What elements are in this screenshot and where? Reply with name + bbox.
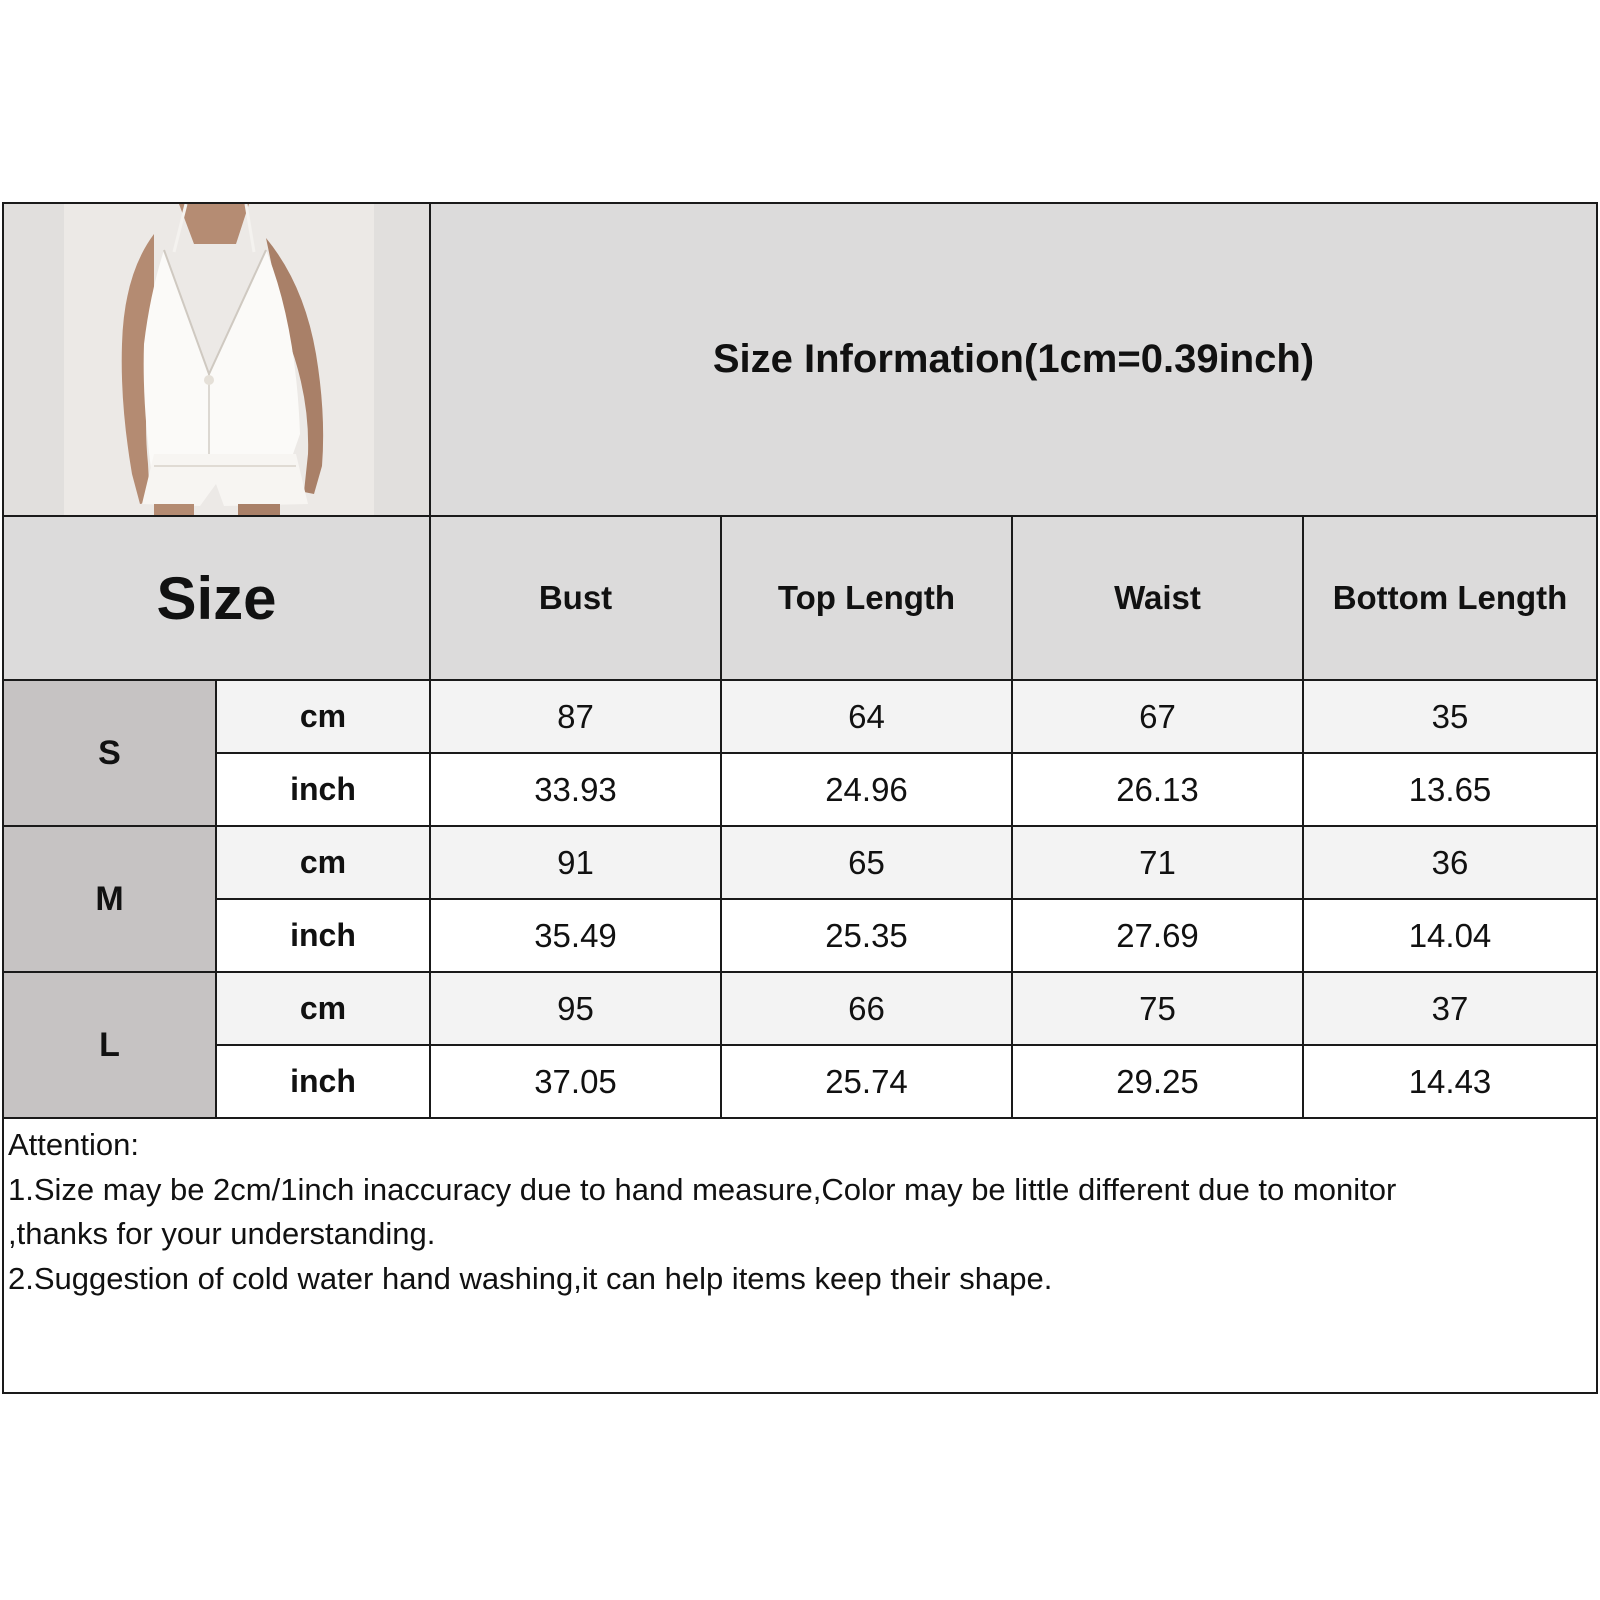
table-cell: 71 [1013,827,1302,898]
notes-line: 2.Suggestion of cold water hand washing,it can help items keep their shape. [8,1260,1053,1296]
table-cell: 35 [1304,681,1596,752]
attention-notes [8,1123,1588,1301]
table-cell: 36 [1304,827,1596,898]
table-cell: 14.43 [1304,1046,1596,1117]
border-line [2,971,1598,973]
border-line [429,202,431,1119]
table-cell: 25.74 [722,1046,1011,1117]
size-column-header: Size [4,517,429,679]
column-header-bottom-length: Bottom Length [1304,517,1596,679]
table-cell: 29.25 [1013,1046,1302,1117]
notes-heading: Attention: [8,1127,139,1162]
column-header-bust: Bust [431,517,720,679]
table-cell: 87 [431,681,720,752]
table-cell: 65 [722,827,1011,898]
size-label-l: L [4,973,215,1117]
border-line [215,752,1598,754]
border-right [1596,202,1598,1394]
table-cell: 64 [722,681,1011,752]
table-cell: 91 [431,827,720,898]
table-cell: 26.13 [1013,754,1302,825]
border-line [2,515,1598,517]
border-line [215,679,217,1119]
table-cell: 66 [722,973,1011,1044]
chart-title: Size Information(1cm=0.39inch) [431,204,1596,515]
table-cell: 37 [1304,973,1596,1044]
unit-label: inch [217,900,429,971]
table-cell: 35.49 [431,900,720,971]
column-header-top-length: Top Length [722,517,1011,679]
border-line [215,1044,1598,1046]
table-cell: 67 [1013,681,1302,752]
table-cell: 24.96 [722,754,1011,825]
table-cell: 13.65 [1304,754,1596,825]
border-line [2,679,1598,681]
product-photo [4,204,429,515]
notes-line: ,thanks for your understanding. [8,1216,436,1251]
table-cell: 33.93 [431,754,720,825]
model-photo-icon [4,204,429,515]
unit-label: inch [217,1046,429,1117]
unit-label: cm [217,681,429,752]
border-line [1011,515,1013,1119]
table-cell: 25.35 [722,900,1011,971]
border-line [1302,515,1304,1119]
table-cell: 14.04 [1304,900,1596,971]
table-cell: 75 [1013,973,1302,1044]
border-top [2,202,1598,204]
size-label-s: S [4,681,215,825]
border-bottom [2,1392,1598,1394]
border-line [2,825,1598,827]
table-cell: 95 [431,973,720,1044]
border-left [2,202,4,1394]
table-cell: 27.69 [1013,900,1302,971]
border-line [2,1117,1598,1119]
size-label-m: M [4,827,215,971]
unit-label: cm [217,827,429,898]
border-line [215,898,1598,900]
unit-label: cm [217,973,429,1044]
notes-line: 1.Size may be 2cm/1inch inaccuracy due to hand measure,Color may be little different due to monitor [8,1171,1397,1207]
column-header-waist: Waist [1013,517,1302,679]
border-line [720,515,722,1119]
unit-label: inch [217,754,429,825]
table-cell: 37.05 [431,1046,720,1117]
